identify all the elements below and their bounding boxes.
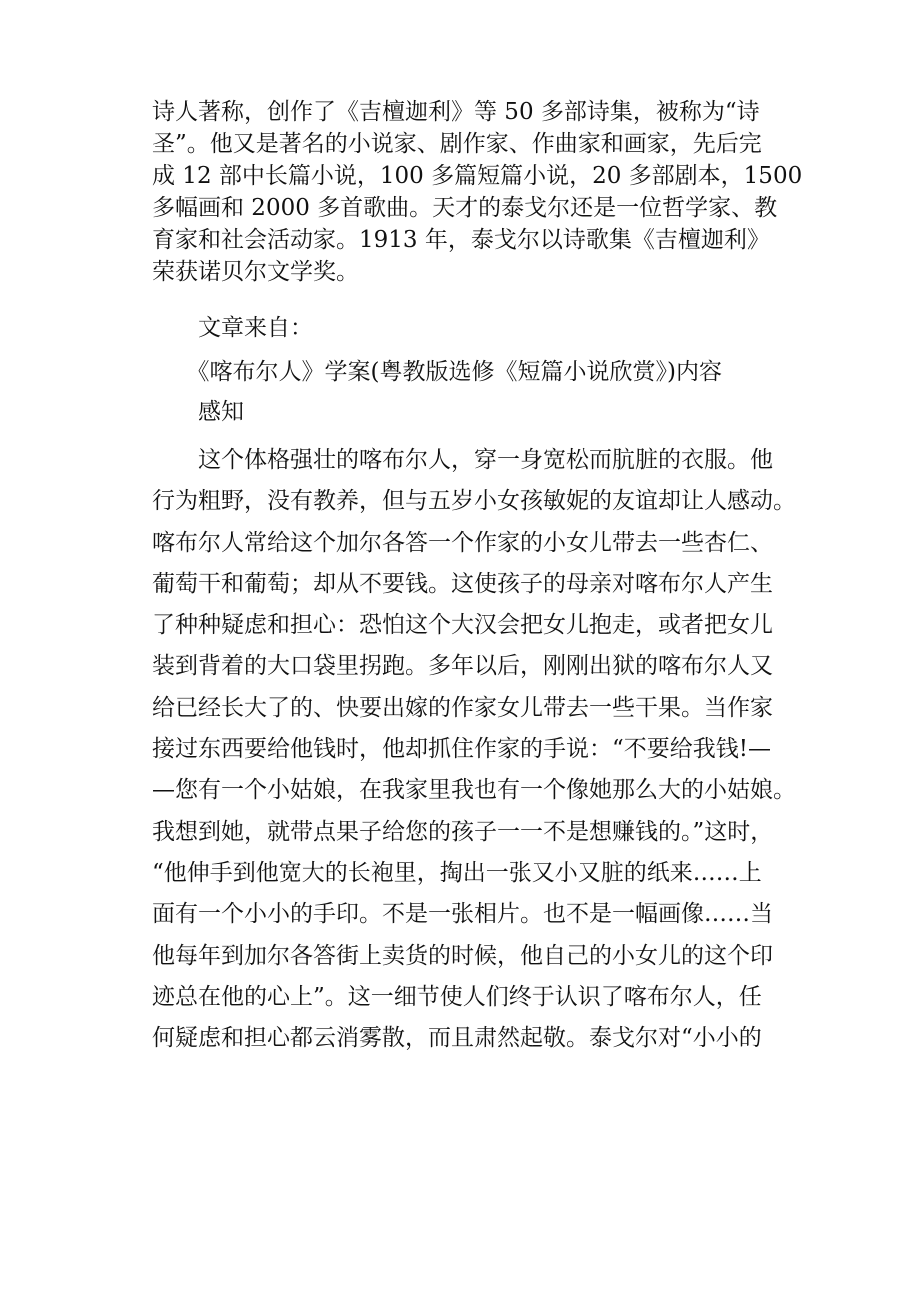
text-line: 育家和社会活动家。1913 年，泰戈尔以诗歌集《吉檀迦利》 <box>152 227 770 253</box>
text-line: 文章来自： <box>152 315 313 341</box>
text-line: 喀布尔人常给这个加尔各答一个作家的小女儿带去一些杏仁、 <box>152 529 773 556</box>
text-line: 面有一个小小的手印。不是一张相片。也不是一幅画像……当 <box>152 901 773 928</box>
body-paragraph <box>152 440 796 1059</box>
text-line: 了种种疑虑和担心：恐怕这个大汉会把女儿抱走，或者把女儿 <box>152 612 773 639</box>
intro-paragraph <box>152 96 803 288</box>
text-line: 行为粗野，没有教养，但与五岁小女孩敏妮的友谊却让人感动。 <box>152 488 796 515</box>
text-line: “他伸手到他宽大的长袍里，掏出一张又小又脏的纸来……上 <box>152 859 762 886</box>
text-line: 迹总在他的心上”。这一细节使人们终于认识了喀布尔人，任 <box>152 983 762 1010</box>
article-heading <box>152 352 792 432</box>
text-line: 诗人著称，创作了《吉檀迦利》等 50 多部诗集，被称为“诗 <box>152 99 760 125</box>
text-line: 成 12 部中长篇小说，100 多篇短篇小说，20 多部剧本，1500 <box>152 163 803 189</box>
text-line: 我想到她，就带点果子给您的孩子一一不是想赚钱的。”这时， <box>152 818 774 845</box>
text-line: 葡萄干和葡萄；却从不要钱。这使孩子的母亲对喀布尔人产生 <box>152 570 773 597</box>
text-line: 感知 <box>152 399 244 425</box>
text-line: 圣”。他又是著名的小说家、剧作家、作曲家和画家，先后完 <box>152 131 762 157</box>
text-line: 装到背着的大口袋里拐跑。多年以后，刚刚出狱的喀布尔人又 <box>152 653 773 680</box>
text-line: 给已经长大了的、快要出嫁的作家女儿带去一些干果。当作家 <box>152 694 773 721</box>
source-label <box>152 308 792 348</box>
text-line: —您有一个小姑娘，在我家里我也有一个像她那么大的小姑娘。 <box>152 777 796 804</box>
text-line: 《喀布尔人》学案(粤教版选修《短篇小说欣赏》)内容 <box>152 359 722 385</box>
text-line: 多幅画和 2000 多首歌曲。天才的泰戈尔还是一位哲学家、教 <box>152 195 778 221</box>
text-line: 荣获诺贝尔文学奖。 <box>152 259 359 285</box>
text-line: 何疑虑和担心都云消雾散，而且肃然起敬。泰戈尔对“小小的 <box>152 1025 762 1052</box>
text-line: 接过东西要给他钱时，他却抓住作家的手说：“不要给我钱!— <box>152 736 772 763</box>
text-line: 这个体格强壮的喀布尔人，穿一身宽松而肮脏的衣服。他 <box>152 447 773 473</box>
text-line: 他每年到加尔各答街上卖货的时候，他自己的小女儿的这个印 <box>152 942 773 969</box>
